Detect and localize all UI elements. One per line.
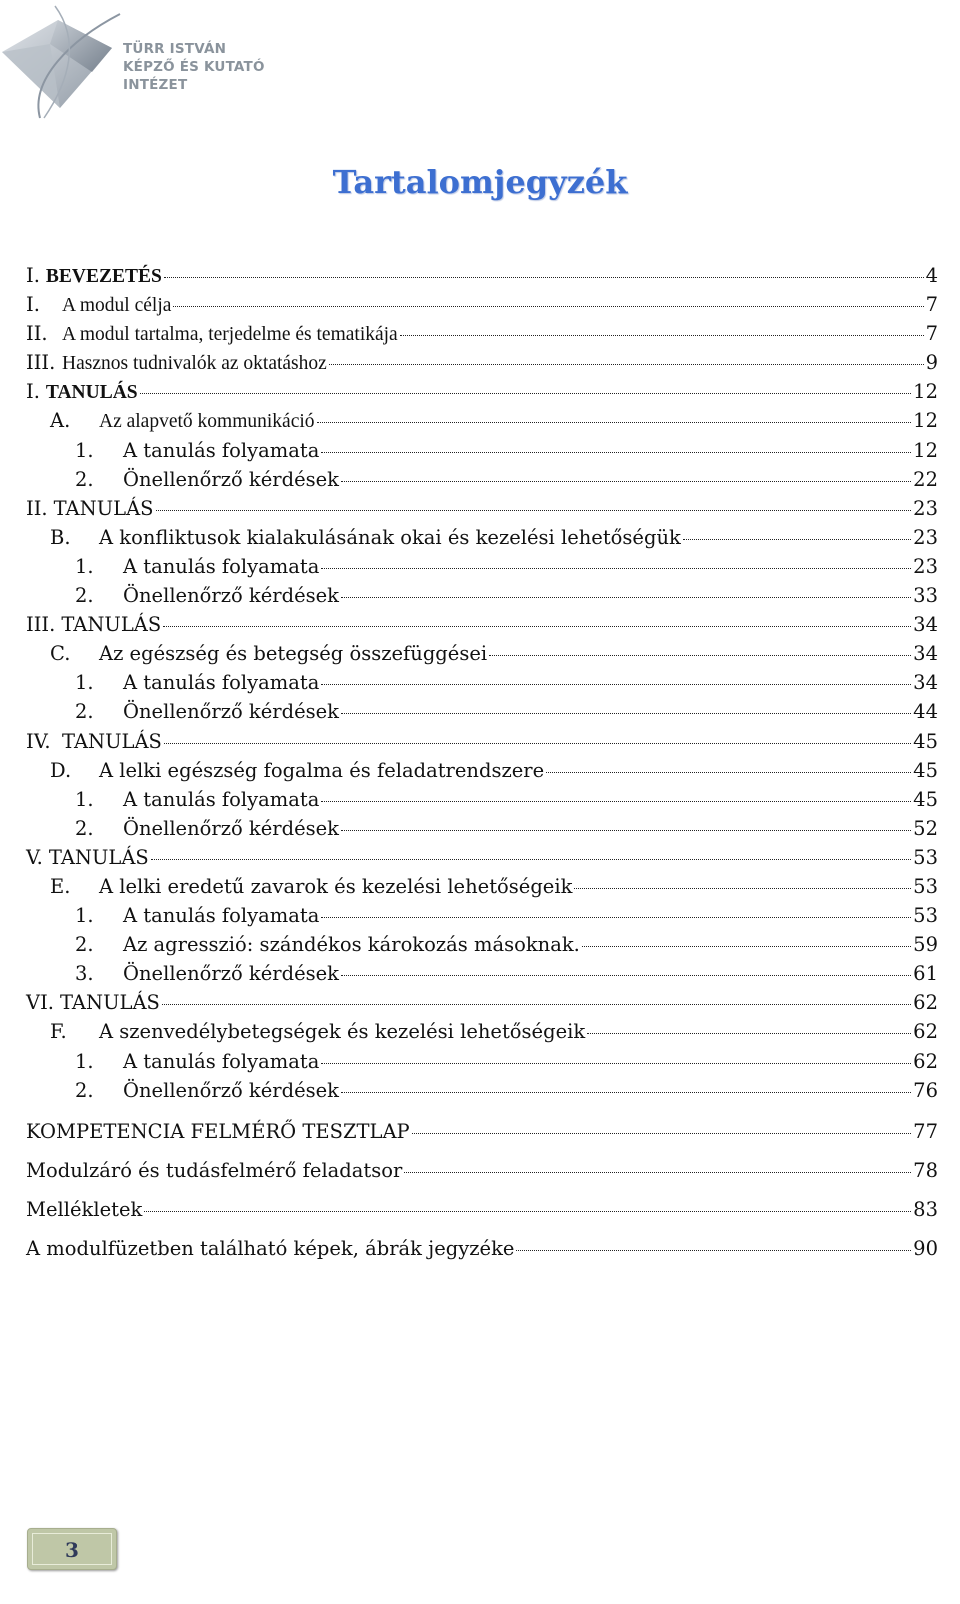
toc-entry[interactable] (26, 817, 938, 846)
toc-dot-leader (151, 859, 911, 860)
toc-entry-number: 2. (75, 1078, 94, 1102)
toc-entry[interactable] (26, 1020, 938, 1049)
toc-entry-title: A tanulás folyamata (123, 1049, 320, 1073)
toc-entry-page: 7 (925, 322, 938, 346)
logo-line-2: KÉPZŐ ÉS KUTATÓ (123, 59, 265, 75)
toc-dot-leader (321, 801, 911, 802)
toc-entry-title: Önellenőrző kérdések (123, 584, 339, 608)
toc-entry-number: II. (26, 496, 48, 520)
toc-entry-page: 23 (913, 496, 938, 520)
toc-entry-number: 2. (75, 700, 94, 724)
toc-entry-title: A modul célja (62, 295, 172, 317)
toc-entry[interactable] (26, 555, 938, 584)
toc-entry[interactable] (26, 642, 938, 671)
toc-entry-number: 2. (75, 816, 94, 840)
toc-dot-leader (582, 946, 911, 947)
toc-entry-number: III. (26, 351, 56, 375)
toc-entry-page: 77 (913, 1119, 938, 1143)
toc-entry-number: 1. (75, 1049, 94, 1073)
toc-entry-title: TANULÁS (53, 496, 154, 520)
toc-entry-title: Önellenőrző kérdések (123, 962, 339, 986)
toc-entry-title: Az alapvető kommunikáció (99, 411, 315, 433)
toc-entry-number: VI. (26, 991, 54, 1015)
toc-entry[interactable] (26, 293, 938, 322)
toc-entry[interactable] (26, 962, 938, 991)
toc-entry-page: 7 (925, 293, 938, 317)
toc-dot-leader (400, 335, 924, 336)
toc-entry-number: 1. (75, 438, 94, 462)
toc-entry[interactable] (26, 439, 938, 468)
toc-entry-page: 76 (913, 1078, 938, 1102)
toc-dot-leader (329, 364, 924, 365)
toc-entry[interactable] (26, 1198, 938, 1237)
toc-entry-title: Önellenőrző kérdések (123, 700, 339, 724)
toc-entry-number: V. (26, 845, 43, 869)
page-number: 3 (32, 1533, 112, 1565)
toc-entry-title: A modulfüzetben található képek, ábrák jegyzéke (26, 1236, 515, 1260)
page-number-badge (27, 1528, 117, 1570)
toc-entry-number: D. (50, 758, 72, 782)
toc-entry-page: 9 (925, 351, 938, 375)
toc-entry-title: A tanulás folyamata (123, 554, 320, 578)
toc-entry-number: I. (26, 264, 40, 287)
toc-dot-leader (321, 1063, 911, 1064)
toc-dot-leader (341, 713, 911, 714)
toc-entry-title: Hasznos tudnivalók az oktatáshoz (62, 353, 327, 375)
toc-entry[interactable] (26, 613, 938, 642)
toc-dot-leader (412, 1133, 912, 1134)
toc-entry-number: II. (26, 322, 48, 346)
toc-entry-number: 2. (75, 467, 94, 491)
toc-dot-leader (341, 830, 911, 831)
toc-entry[interactable] (26, 351, 938, 380)
toc-entry[interactable] (26, 846, 938, 875)
toc-entry-page: 12 (913, 380, 938, 404)
toc-entry[interactable] (26, 380, 938, 409)
toc-entry-number: I. (26, 380, 40, 404)
toc-entry-page: 62 (913, 991, 938, 1015)
toc-entry-page: 22 (913, 467, 938, 491)
toc-entry[interactable] (26, 933, 938, 962)
toc-dot-leader (173, 306, 923, 307)
toc-entry-number: 1. (75, 671, 94, 695)
toc-dot-leader (321, 568, 911, 569)
toc-entry-title: Önellenőrző kérdések (123, 467, 339, 491)
logo-line-3: INTÉZET (123, 77, 188, 93)
toc-entry-number: 1. (75, 787, 94, 811)
toc-entry[interactable] (26, 1159, 938, 1198)
toc-entry-page: 23 (913, 554, 938, 578)
toc-entry-page: 45 (913, 729, 938, 753)
toc-dot-leader (321, 684, 911, 685)
toc-entry-page: 34 (913, 613, 938, 637)
logo-emblem-icon (0, 0, 140, 125)
toc-entry[interactable] (26, 468, 938, 497)
toc-dot-leader (140, 393, 912, 394)
toc-entry-number: B. (50, 525, 71, 549)
toc-entry[interactable] (26, 264, 938, 293)
toc-entry-number: I. (26, 293, 40, 317)
toc-entry-title: Mellékletek (26, 1197, 143, 1221)
toc-entry-page: 59 (913, 933, 938, 957)
toc-entry-number: 2. (75, 584, 94, 608)
toc-entry-number: 1. (75, 904, 94, 928)
toc-dot-leader (516, 1250, 911, 1251)
toc-entry-number: 1. (75, 554, 94, 578)
toc-entry[interactable] (26, 322, 938, 351)
toc-entry-page: 78 (913, 1158, 938, 1182)
toc-entry-page: 45 (913, 787, 938, 811)
toc-entry[interactable] (26, 1237, 938, 1276)
toc-dot-leader (341, 481, 911, 482)
toc-entry[interactable] (26, 1079, 938, 1108)
page-title: Tartalomjegyzék (332, 163, 628, 201)
toc-dot-leader (144, 1211, 911, 1212)
toc-entry-page: 62 (913, 1020, 938, 1044)
toc-entry-title: A konfliktusok kialakulásának okai és kezelési lehetőségük (99, 525, 681, 549)
toc-entry-page: 12 (913, 438, 938, 462)
institute-logo (0, 0, 320, 130)
toc-entry-number: C. (50, 642, 71, 666)
toc-dot-leader (317, 422, 912, 423)
toc-entry-title: A lelki eredetű zavarok és kezelési lehetőségeik (99, 874, 573, 898)
toc-entry[interactable] (26, 671, 938, 700)
toc-entry-page: 33 (913, 584, 938, 608)
toc-entry-page: 45 (913, 758, 938, 782)
toc-dot-leader (404, 1172, 911, 1173)
toc-entry-number: 2. (75, 933, 94, 957)
toc-entry-number: III. (26, 613, 56, 637)
toc-entry-page: 12 (913, 409, 938, 433)
toc-entry-page: 83 (913, 1197, 938, 1221)
toc-entry-page: 90 (913, 1236, 938, 1260)
toc-entry-page: 61 (913, 962, 938, 986)
toc-entry-title: A tanulás folyamata (123, 671, 320, 695)
toc-entry-title: Az egészség és betegség összefüggései (99, 642, 488, 666)
toc-entry[interactable] (26, 991, 938, 1020)
toc-entry-title: A tanulás folyamata (123, 787, 320, 811)
toc-entry-title: TANULÁS (62, 729, 162, 753)
toc-entry-title: TANULÁS (45, 382, 138, 404)
logo-line-1: TÜRR ISTVÁN (123, 41, 227, 57)
toc-dot-leader (574, 888, 911, 889)
toc-entry-page: 53 (913, 845, 938, 869)
toc-entry-title: Önellenőrző kérdések (123, 1078, 339, 1102)
toc-entry[interactable] (26, 497, 938, 526)
toc-entry-page: 53 (913, 874, 938, 898)
toc-dot-leader (163, 626, 911, 627)
toc-dot-leader (164, 277, 924, 278)
toc-entry[interactable] (26, 759, 938, 788)
toc-entry[interactable] (26, 584, 938, 613)
toc-entry-title: A tanulás folyamata (123, 438, 320, 462)
toc-entry-title: A modul tartalma, terjedelme és tematikája (62, 324, 398, 346)
toc-dot-leader (321, 452, 911, 453)
toc-dot-leader (489, 655, 911, 656)
toc-entry-page: 34 (913, 671, 938, 695)
toc-entry-page: 53 (913, 904, 938, 928)
toc-entry[interactable] (26, 1050, 938, 1079)
toc-entry-page: 34 (913, 642, 938, 666)
table-of-contents (26, 264, 938, 1276)
toc-entry-title: TANULÁS (61, 613, 162, 637)
toc-dot-leader (156, 510, 912, 511)
toc-entry-title: Modulzáró és tudásfelmérő feladatsor (26, 1158, 403, 1182)
toc-entry-number: 3. (75, 962, 94, 986)
toc-entry[interactable] (26, 1120, 938, 1159)
toc-entry-title: A lelki egészség fogalma és feladatrendszere (99, 758, 545, 782)
toc-entry-title: BEVEZETÉS (45, 266, 162, 287)
toc-dot-leader (162, 1004, 911, 1005)
toc-dot-leader (341, 1092, 911, 1093)
toc-entry[interactable] (26, 526, 938, 555)
toc-entry-title: Az agresszió: szándékos károkozás másoknak. (123, 933, 580, 957)
toc-dot-leader (546, 772, 911, 773)
toc-dot-leader (164, 743, 911, 744)
toc-entry[interactable] (26, 409, 938, 438)
toc-dot-leader (683, 539, 911, 540)
toc-entry[interactable] (26, 788, 938, 817)
toc-entry[interactable] (26, 904, 938, 933)
toc-entry-page: 62 (913, 1049, 938, 1073)
toc-dot-leader (321, 917, 911, 918)
toc-entry-number: IV. (26, 729, 51, 753)
toc-entry-title: KOMPETENCIA FELMÉRŐ TESZTLAP (26, 1119, 410, 1143)
logo-wordmark (123, 40, 265, 94)
toc-dot-leader (587, 1033, 911, 1034)
toc-entry[interactable] (26, 700, 938, 729)
toc-entry-title: A szenvedélybetegségek és kezelési lehetőségeik (99, 1020, 586, 1044)
toc-dot-leader (341, 597, 911, 598)
toc-entry-page: 23 (913, 525, 938, 549)
toc-entry-page: 52 (913, 816, 938, 840)
toc-entry-page: 44 (913, 700, 938, 724)
toc-entry-title: TANULÁS (48, 845, 149, 869)
toc-entry[interactable] (26, 730, 938, 759)
toc-entry-number: E. (50, 874, 71, 898)
toc-entry-title: A tanulás folyamata (123, 904, 320, 928)
toc-dot-leader (341, 975, 911, 976)
toc-entry-page: 4 (925, 264, 938, 287)
toc-entry[interactable] (26, 875, 938, 904)
toc-entry-title: TANULÁS (59, 991, 160, 1015)
toc-entry-number: F. (50, 1020, 67, 1044)
toc-entry-number: A. (50, 409, 71, 433)
toc-entry-title: Önellenőrző kérdések (123, 816, 339, 840)
